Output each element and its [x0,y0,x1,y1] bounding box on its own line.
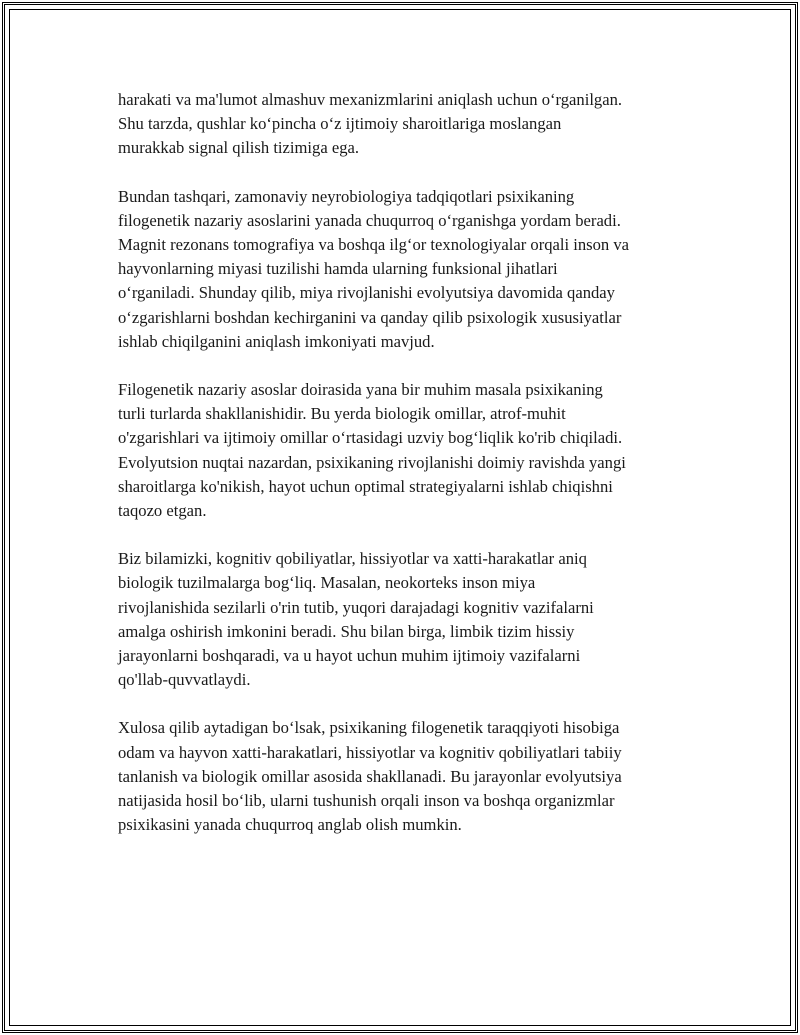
document-body [118,88,718,861]
text-line: filogenetik nazariy asoslarini yanada chuqurroq o‘rganishga yordam beradi. [118,210,621,230]
text-line: amalga oshirish imkonini beradi. Shu bilan birga, limbik tizim hissiy [118,621,575,641]
text-line: Biz bilamizki, kognitiv qobiliyatlar, hissiyotlar va xatti-harakatlar aniq [118,549,587,569]
paragraph-3 [118,378,718,523]
text-line: Xulosa qilib aytadigan bo‘lsak, psixikaning filogenetik taraqqiyoti hisobiga [118,718,620,738]
text-line: ishlab chiqilganini aniqlash imkoniyati mavjud. [118,331,435,351]
text-line: biologik tuzilmalarga bog‘liq. Masalan, neokorteks inson miya [118,573,536,593]
text-line: murakkab signal qilish tizimiga ega. [118,138,360,158]
text-line: harakati va ma'lumot almashuv mexanizmlarini aniqlash uchun o‘rganilgan. [118,90,623,109]
paragraph-1 [118,88,718,161]
text-line: o'zgarishlari va ijtimoiy omillar o‘rtasidagi uzviy bog‘liqlik ko'rib chiqiladi. [118,428,623,448]
text-line: o‘rganiladi. Shunday qilib, miya rivojlanishi evolyutsiya davomida qanday [118,283,615,303]
text-line: rivojlanishida sezilarli o'rin tutib, yuqori darajadagi kognitiv vazifalarni [118,597,594,617]
text-line: natijasida hosil bo‘lib, ularni tushunish orqali inson va boshqa organizmlar [118,791,615,811]
text-line: hayvonlarning miyasi tuzilishi hamda ularning funksional jihatlari [118,259,558,279]
text-line: Magnit rezonans tomografiya va boshqa ilg‘or texnologiyalar orqali inson va [118,235,630,255]
text-line: psixikasini yanada chuqurroq anglab olish mumkin. [118,815,462,835]
text-line: Shu tarzda, qushlar ko‘pincha o‘z ijtimoiy sharoitlariga moslangan [118,114,562,134]
text-line: Evolyutsion nuqtai nazardan, psixikaning rivojlanishi doimiy ravishda yangi [118,452,626,472]
text-line: tanlanish va biologik omillar asosida shakllanadi. Bu jarayonlar evolyutsiya [118,766,622,786]
paragraph-4 [118,547,718,692]
paragraph-5 [118,716,718,837]
text-line: sharoitlarga ko'nikish, hayot uchun optimal strategiyalarni ishlab chiqishni [118,476,613,496]
text-line: qo'llab-quvvatlaydi. [118,670,251,690]
text-line: Filogenetik nazariy asoslar doirasida yana bir muhim masala psixikaning [118,380,603,400]
text-line: Bundan tashqari, zamonaviy neyrobiologiya tadqiqotlari psixikaning [118,186,575,206]
paragraph-2 [118,185,718,354]
text-line: turli turlarda shakllanishidir. Bu yerda biologik omillar, atrof-muhit [118,404,566,424]
text-line: odam va hayvon xatti-harakatlari, hissiyotlar va kognitiv qobiliyatlari tabiiy [118,742,622,762]
text-line: taqozo etgan. [118,501,207,521]
text-line: jarayonlarni boshqaradi, va u hayot uchun muhim ijtimoiy vazifalarni [118,646,581,666]
text-line: o‘zgarishlarni boshdan kechirganini va qanday qilib psixologik xususiyatlar [118,307,622,327]
